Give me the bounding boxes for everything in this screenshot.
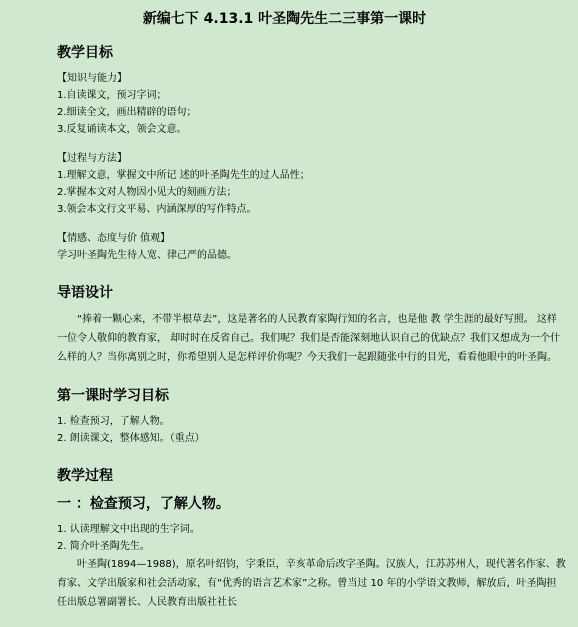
process-step: 2. 简介叶圣陶先生。 bbox=[57, 541, 150, 552]
intro-section bbox=[57, 282, 566, 367]
process-item: 1.理解文意，掌握文中所记 述的叶圣陶先生的过人品性； bbox=[57, 170, 310, 181]
knowledge-item: 1.自读课文，预习字词； bbox=[57, 90, 167, 101]
intro-paragraph: “捧着一颗心来，不带半根草去”，这是著名的人民教育家陶行知的名言，也是他 教 学生涯的最好写照。 这样一位令人敬仰的教育家， 却时时在反省自己。我们呢？我们是否能深刻地认识自己的优缺点？我们又想成为一个什么样的人？当你离别之时，你希望别人是怎样评价你呢？今天我们一起跟随张中行的目光，看看他眼中的叶圣陶。 bbox=[57, 314, 561, 363]
knowledge-item: 2.细读全文，画出精辟的语句； bbox=[57, 107, 197, 118]
process-section bbox=[57, 465, 566, 612]
knowledge-label: 【知识与能力】 bbox=[57, 73, 127, 84]
process-heading: 教学过程 bbox=[57, 468, 113, 484]
lesson-goals-section bbox=[57, 385, 566, 447]
objectives-heading: 教学目标 bbox=[57, 45, 113, 61]
intro-heading: 导语设计 bbox=[57, 285, 113, 301]
emotion-label: 【情感、态度与价 值观】 bbox=[57, 233, 171, 244]
document-title: 新编七下 4.13.1 叶圣陶先生二三事第一课时 bbox=[142, 11, 427, 27]
lesson-goal-item: 2. 朗读课文，整体感知。（重点） bbox=[57, 433, 205, 444]
bio-paragraph: 叶圣陶(1894—1988)，原名叶绍钧，字秉臣，辛亥革命后改字圣陶。汉族人，江苏苏州人，现代著名作家、教育家、文学出版家和社会活动家，有“优秀的语言艺术家”之称。曾当过 10 年的小学语文教师，解放后，叶圣陶担任出版总署副署长、人民教育出版社社长 bbox=[57, 559, 566, 608]
knowledge-item: 3.反复诵读本文，领会文意。 bbox=[57, 124, 187, 135]
process-item: 3.领会本文行文平易、内涵深厚的写作特点。 bbox=[57, 204, 257, 215]
process-item: 2.掌握本文对人物因小见大的刻画方法； bbox=[57, 187, 237, 198]
process-sub-heading: 一 ：检查预习，了解人物。 bbox=[57, 496, 230, 512]
process-label: 【过程与方法】 bbox=[57, 153, 127, 164]
lesson-goal-item: 1. 检查预习，了解人物。 bbox=[57, 416, 170, 427]
process-step: 1. 认读理解文中出现的生字词。 bbox=[57, 524, 200, 535]
emotion-item: 学习叶圣陶先生待人宽、律己严的品德。 bbox=[57, 250, 237, 261]
objectives-section bbox=[57, 42, 566, 264]
lesson-goals-heading: 第一课时学习目标 bbox=[57, 388, 169, 404]
